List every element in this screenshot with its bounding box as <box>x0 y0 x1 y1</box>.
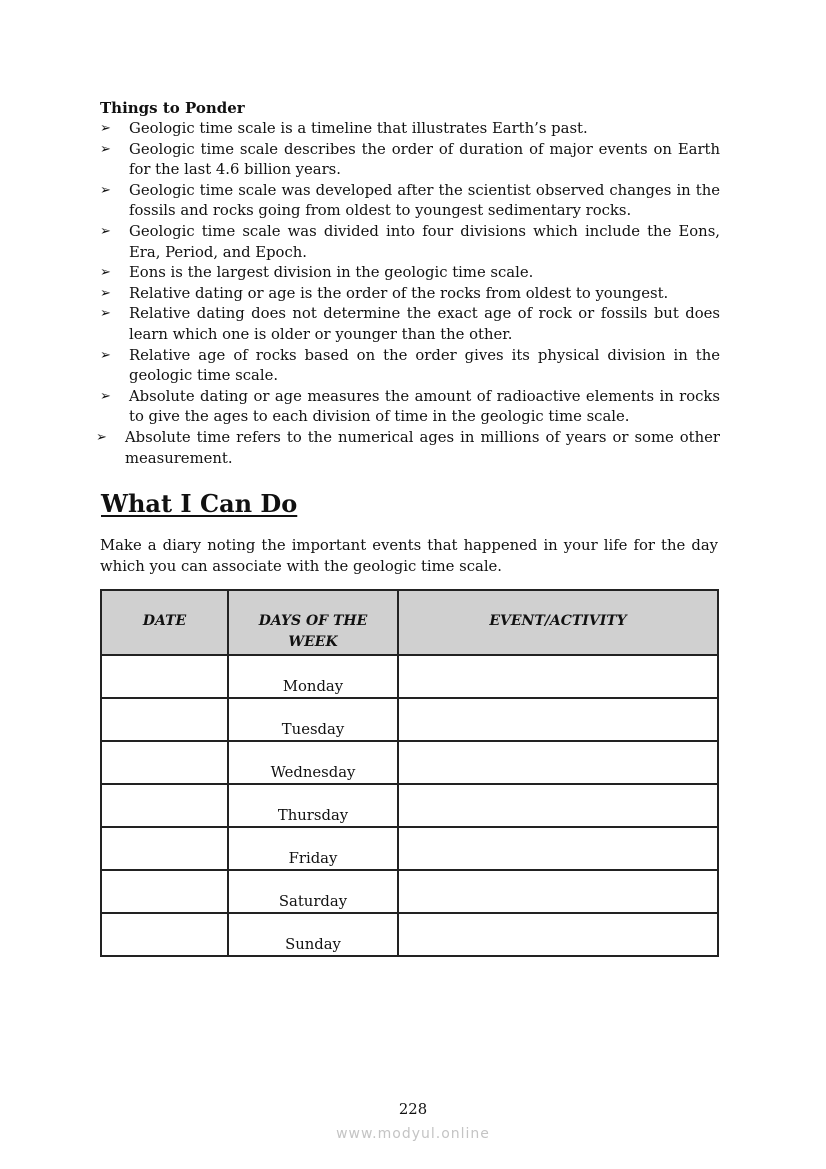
date-cell[interactable] <box>101 698 228 741</box>
event-cell[interactable] <box>398 741 718 784</box>
arrowhead-bullet-icon: ➢ <box>100 388 111 404</box>
event-cell[interactable] <box>398 913 718 956</box>
things-to-ponder-heading: Things to Ponder <box>100 99 245 117</box>
date-cell[interactable] <box>101 827 228 870</box>
arrowhead-bullet-icon: ➢ <box>100 285 111 301</box>
arrowhead-bullet-icon: ➢ <box>100 265 111 281</box>
list-item: ➢ Geologic time scale is a timeline that illustrates Earth’s past. <box>100 119 720 140</box>
activity-instructions: Make a diary noting the important events that happened in your life for the day which you can associate with the geologic time scale. <box>100 537 718 575</box>
list-item: ➢ Relative dating does not determine the exact age of rock or fossils but does learn which one is older or younger than the other. <box>100 305 720 343</box>
table-row <box>101 913 718 956</box>
list-item: ➢ Absolute time refers to the numerical ages in millions of years or some other measurement. <box>96 428 720 467</box>
list-item: ➢ Geologic time scale was developed after the scientist observed changes in the fossils and rocks going from oldest to youngest sedimentary rocks. <box>100 181 720 220</box>
event-cell[interactable] <box>398 698 718 741</box>
table-row <box>101 698 718 741</box>
arrowhead-bullet-icon: ➢ <box>100 306 111 322</box>
list-item: ➢ Relative dating or age is the order of the rocks from oldest to youngest. <box>100 284 720 305</box>
date-cell[interactable] <box>101 784 228 827</box>
event-cell[interactable] <box>398 784 718 827</box>
day-cell: Tuesday <box>228 698 398 741</box>
day-cell: Wednesday <box>228 741 398 784</box>
date-column-header: DATE <box>101 590 228 655</box>
list-item: ➢ Geologic time scale describes the order of duration of major events on Earth for the last 4.6 billion years. <box>100 140 720 179</box>
date-cell[interactable] <box>101 655 228 698</box>
table-row <box>101 870 718 913</box>
arrowhead-bullet-icon: ➢ <box>100 121 111 136</box>
table-row <box>101 784 718 827</box>
day-cell: Monday <box>228 655 398 698</box>
arrowhead-bullet-icon: ➢ <box>96 429 107 445</box>
day-cell: Friday <box>228 827 398 870</box>
day-cell: Thursday <box>228 784 398 827</box>
event-cell[interactable] <box>398 827 718 870</box>
list-item: ➢ Relative age of rocks based on the order gives its physical division in the geologic time scale. <box>100 346 720 385</box>
page-number: 228 <box>398 1101 428 1118</box>
list-item: ➢ Absolute dating or age measures the amount of radioactive elements in rocks to give the ages to each division of time in the geologic time scale. <box>100 387 720 426</box>
table-row <box>101 655 718 698</box>
day-cell: Saturday <box>228 870 398 913</box>
day-cell: Sunday <box>228 913 398 956</box>
arrowhead-bullet-icon: ➢ <box>100 347 111 363</box>
table-row <box>101 827 718 870</box>
event-activity-column-header: EVENT/ACTIVITY <box>398 590 718 655</box>
list-item: ➢ Geologic time scale was divided into four divisions which include the Eons, Era, Period, and Epoch. <box>100 222 720 261</box>
days-of-week-column-header: DAYS OF THE WEEK <box>228 590 398 655</box>
watermark: www.modyul.online <box>336 1126 490 1142</box>
date-cell[interactable] <box>101 741 228 784</box>
list-item: ➢ Eons is the largest division in the geologic time scale. <box>100 263 720 284</box>
arrowhead-bullet-icon: ➢ <box>100 141 111 157</box>
event-cell[interactable] <box>398 870 718 913</box>
table-header-row <box>101 590 718 655</box>
event-cell[interactable] <box>398 655 718 698</box>
diary-table <box>100 589 719 957</box>
table-row <box>101 741 718 784</box>
date-cell[interactable] <box>101 913 228 956</box>
date-cell[interactable] <box>101 870 228 913</box>
what-i-can-do-heading: What I Can Do <box>101 489 298 518</box>
arrowhead-bullet-icon: ➢ <box>100 182 111 198</box>
ponder-bullet-list <box>96 119 720 469</box>
arrowhead-bullet-icon: ➢ <box>100 223 111 239</box>
